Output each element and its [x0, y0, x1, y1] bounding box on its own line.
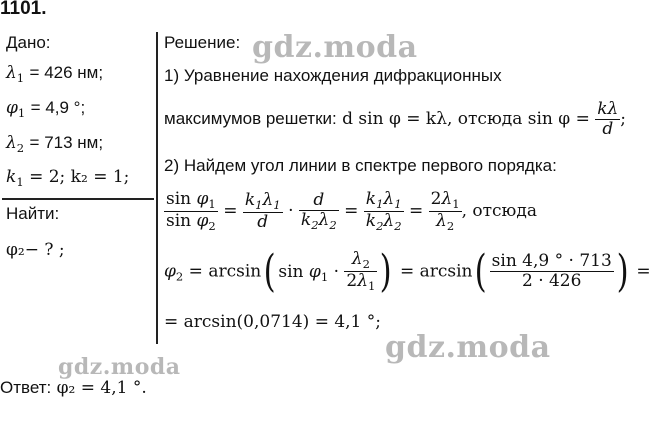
step1-line2-text: максимумов решетки: — [164, 109, 337, 129]
find-label: Найти: — [6, 204, 60, 223]
lambda-symbol: λ — [6, 133, 17, 153]
given-lambda1: $\lambda_1 = 426$ нм; — [6, 63, 104, 86]
answer-value: φ₂ = 4,1 °. — [56, 378, 147, 398]
step1-fraction-num: kλ — [597, 99, 619, 119]
phi2-arcsin-line: $\varphi_2 = \arcsin$( $\sin \varphi_1$ · $\frac{\lambda_2}{2\lambda_1}$ ) = arcsin( $\frac{\sin 4,9 ^\circ \cdot 713}{2 \cdot 426}$ ) = — [164, 246, 651, 297]
given-lambda2-value: = 713 нм; — [29, 133, 104, 152]
given-lambda1-value: = 426 нм; — [29, 63, 104, 82]
watermark-bottom-right: gdz.moda — [385, 330, 551, 365]
given-k-values: $k_1 = 2$; k₂ = 1; — [6, 167, 130, 190]
watermark-top: gdz.moda — [252, 30, 418, 65]
given-label: Дано: — [6, 33, 51, 52]
phi-symbol: φ — [6, 98, 18, 118]
step1-fraction-den: d — [595, 119, 620, 140]
lambda-symbol: λ — [6, 63, 17, 83]
step2-line: 2) Найдем угол линии в спектре первого порядка: — [164, 156, 557, 175]
step1-line2: максимумов решетки: d sin φ = kλ, отсюда sin φ = $\frac{k\lambda}{d}$ ; — [164, 99, 627, 139]
step1-equation: d sin φ = kλ, отсюда sin φ = — [342, 109, 590, 130]
find-target: φ₂− ? ; — [6, 240, 65, 260]
given-divider — [2, 198, 154, 200]
step2-tail: , отсюда — [461, 201, 537, 222]
given-lambda2: $\lambda_2 = 713$ нм; — [6, 133, 104, 156]
problem-number: 1101. — [0, 0, 47, 19]
ratio-equation: $\frac{\sin \varphi_1}{\sin \varphi_2}$ = $\frac{k_1\lambda_1}{d}$ · $\frac{d}{k_2\lambda_2}$ = $\frac{k_1\lambda_1}{k_2\lambda_2}$ = $\frac{2\lambda_1}{\lambda_2}$ , отсюда — [166, 189, 537, 233]
given-phi1-value: = 4,9 °; — [30, 98, 86, 117]
final-line: = arcsin(0,0714) = 4,1 °; — [164, 312, 382, 332]
solution-label: Решение: — [164, 33, 241, 52]
watermark-bottom-left: gdz.moda — [58, 354, 181, 380]
answer-line — [0, 378, 147, 398]
phi2-expr-den: 2 · 426 — [490, 271, 614, 292]
given-phi1: $\varphi_1 = 4,9$ °; — [6, 98, 86, 121]
phi2-expr-num: sin 4,9 ° · 713 — [491, 251, 612, 272]
step1-line1: 1) Уравнение нахождения дифракционных — [164, 66, 502, 85]
given-k-values-text: = 2; k₂ = 1; — [29, 167, 130, 187]
step1-fraction — [595, 100, 620, 139]
answer-label: Ответ: — [0, 378, 52, 397]
column-divider — [156, 32, 158, 344]
